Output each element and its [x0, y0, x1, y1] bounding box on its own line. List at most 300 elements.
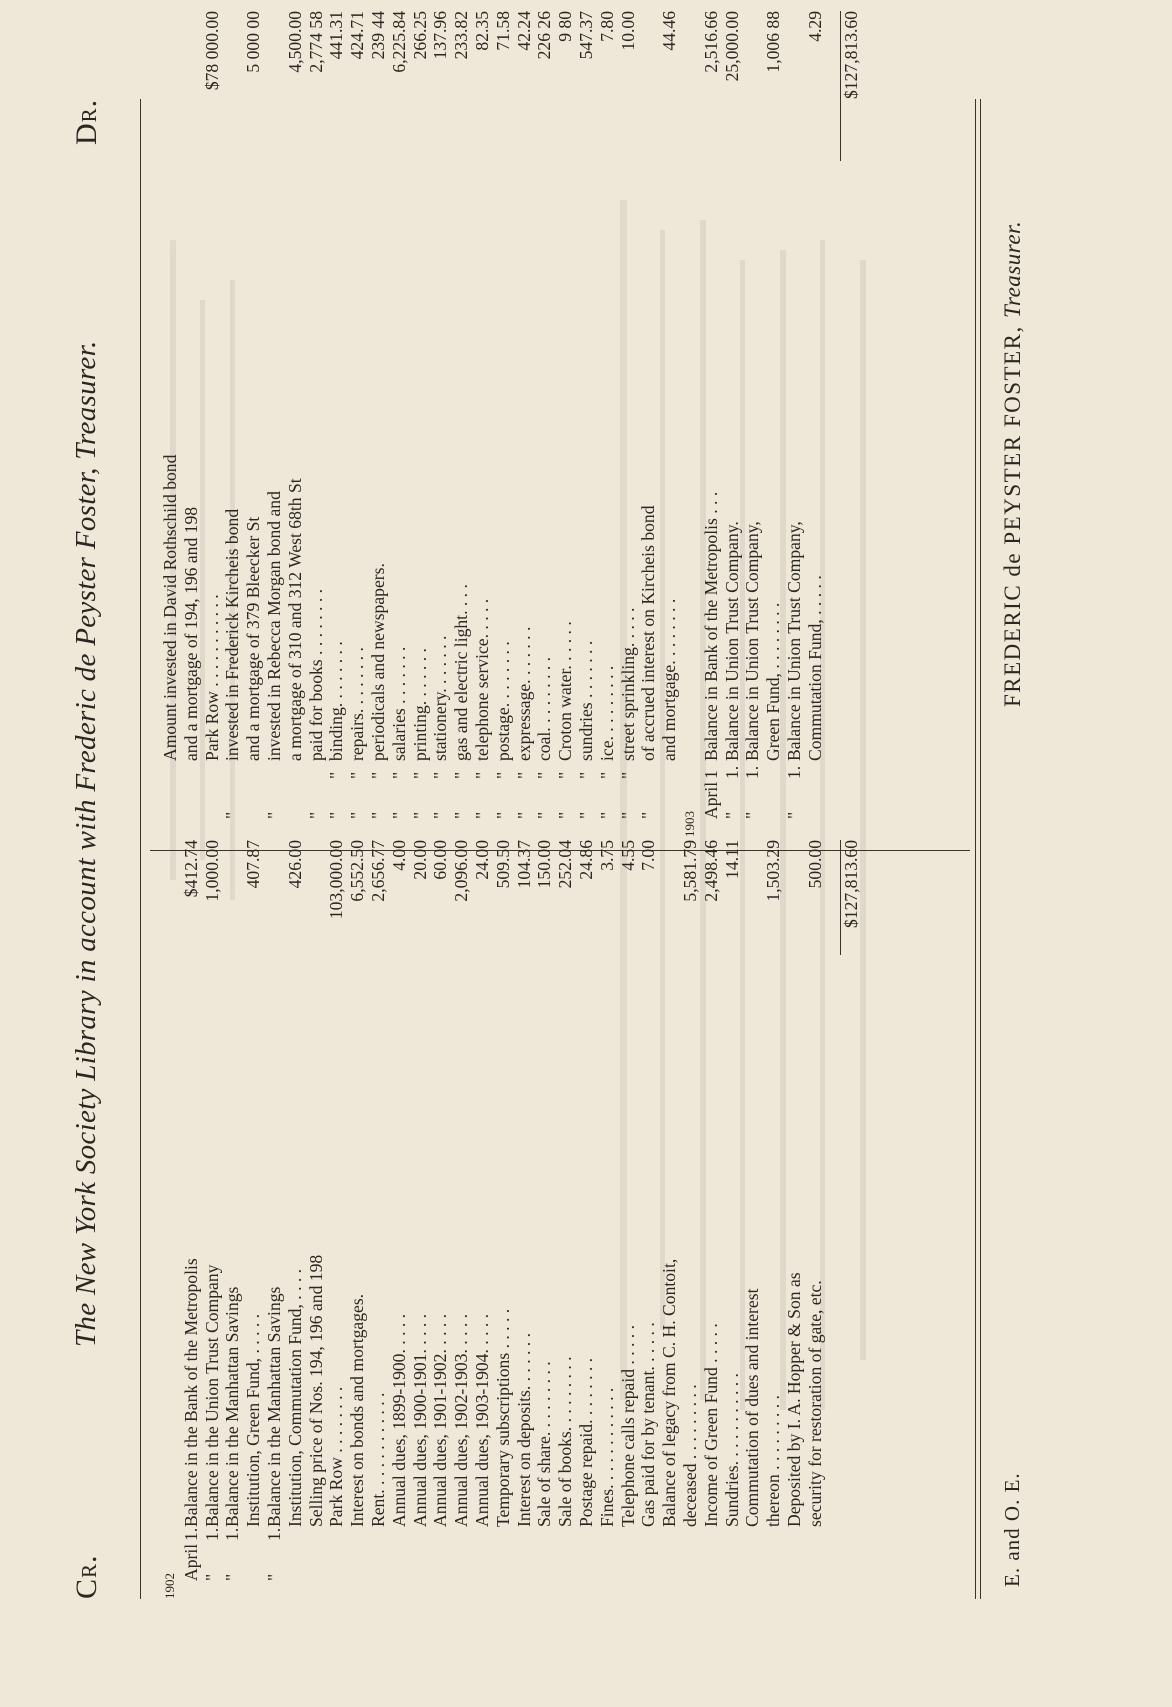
debit-entry-row — [202, 11, 223, 837]
entry-month — [784, 1541, 805, 1581]
entry-month — [680, 779, 701, 819]
credit-entry-row — [618, 840, 639, 1599]
credit-total: $127,813.60 — [840, 840, 861, 955]
treasurer-signature — [1000, 221, 1026, 707]
entry-description: Balance in the Bank of the Metropolis — [180, 1258, 201, 1527]
debit-entry-row — [701, 11, 722, 837]
entry-year — [326, 1581, 347, 1599]
entry-month — [326, 1541, 347, 1581]
entry-description: Annual dues, 1902-1903. . . . . — [451, 1313, 472, 1527]
entry-description: Rent. . . . . . . . . . . . — [367, 1392, 388, 1527]
entry-day — [472, 1527, 493, 1541]
entry-day: " — [492, 771, 513, 779]
entry-day — [555, 1527, 576, 1541]
entry-month: " — [638, 811, 659, 819]
entry-day — [680, 1527, 701, 1541]
entry-month — [347, 1541, 368, 1581]
entry-month — [389, 1541, 410, 1581]
entry-year — [181, 1581, 202, 1599]
entry-description: invested in Frederick Kircheis bond — [222, 508, 243, 761]
entry-description: coal. . . . . . . . . — [534, 656, 555, 761]
entry-amount: 407.87 — [243, 840, 264, 889]
entry-day — [326, 1527, 347, 1541]
entry-description: Balance in the Union Trust Company — [201, 1264, 222, 1527]
debit-entry-row — [555, 11, 576, 837]
entry-description: Institution, Commutation Fund, . . . . — [284, 1268, 305, 1527]
debit-entry-row — [534, 11, 555, 837]
entry-month: " — [388, 811, 409, 819]
entry-description: salaries . . . . . . . — [388, 646, 409, 761]
entry-day — [493, 1527, 514, 1541]
entry-amount — [638, 11, 659, 161]
entry-year — [306, 819, 327, 837]
entry-amount: 7.80 — [596, 11, 617, 42]
entry-description: Telephone calls repaid . . . . . — [617, 1324, 638, 1527]
entry-day — [638, 1527, 659, 1541]
debit-entry-row — [347, 11, 368, 837]
entry-month: " — [347, 811, 368, 819]
entry-year — [389, 1581, 410, 1599]
entry-amount: 7.00 — [638, 840, 659, 871]
entry-month: " — [451, 811, 472, 819]
entry-year — [701, 819, 722, 837]
entry-month — [763, 779, 784, 819]
entry-year — [326, 819, 347, 837]
entry-month — [576, 1541, 597, 1581]
entry-day — [410, 1527, 431, 1541]
entry-amount: 150.00 — [534, 840, 555, 889]
entry-month — [618, 1541, 639, 1581]
debit-entry-row — [430, 11, 451, 837]
entry-month — [638, 1541, 659, 1581]
debit-entry-row — [763, 11, 784, 837]
entry-description: Balance of legacy from C. H. Contoit, — [659, 1258, 680, 1527]
entry-year — [181, 819, 202, 837]
entry-month: " — [783, 811, 804, 819]
entry-month — [306, 1541, 327, 1581]
debit-entry-row — [784, 11, 805, 837]
debit-entry-row — [264, 11, 285, 837]
entry-description: Annual dues, 1899-1900. . . . . — [388, 1313, 409, 1527]
entry-amount — [222, 840, 243, 955]
entry-amount: 82.35 — [471, 11, 492, 51]
entry-year — [222, 1581, 243, 1599]
entry-amount: 424.71 — [347, 11, 368, 60]
entry-amount: 239 44 — [367, 11, 388, 60]
debit-entry-row — [472, 11, 493, 837]
debit-entry-row — [742, 11, 763, 837]
entry-amount: 1,503.29 — [763, 840, 784, 902]
entry-day — [181, 761, 202, 779]
entry-description: Interest on bonds and mortgages. — [347, 1293, 368, 1527]
entry-year — [597, 819, 618, 837]
entry-description: a mortgage of 310 and 312 West 68th St — [284, 478, 305, 761]
entry-month: " — [430, 811, 451, 819]
entry-day — [805, 1527, 826, 1541]
credit-entry-row — [680, 840, 701, 1599]
entry-month: " — [305, 811, 326, 819]
entry-year — [451, 1581, 472, 1599]
debit-entry-row — [326, 11, 347, 837]
entry-month: " — [721, 811, 742, 819]
debit-column — [160, 11, 860, 837]
entry-year — [555, 1581, 576, 1599]
entry-description: Balance in Union Trust Company, — [742, 521, 763, 761]
entry-month: " — [326, 811, 347, 819]
entry-amount: 266.25 — [409, 11, 430, 60]
entry-amount: 233.82 — [451, 11, 472, 60]
entry-day — [763, 761, 784, 779]
entry-day: " — [347, 771, 368, 779]
entry-amount — [264, 11, 285, 161]
account-title: The New York Society Library in account with Frederic de Peyster Foster, Treasurer. — [70, 340, 102, 1347]
debit-total: $127,813.60 — [840, 11, 861, 161]
entry-amount: 2,774 58 — [305, 11, 326, 73]
entry-day: " — [471, 771, 492, 779]
entry-year — [410, 819, 431, 837]
debit-entry-row — [514, 11, 535, 837]
debit-entry-row — [638, 11, 659, 837]
entry-year — [202, 819, 223, 837]
entry-amount: 441.31 — [326, 11, 347, 60]
entry-amount: $412.74 — [180, 840, 201, 898]
entry-month: " — [492, 811, 513, 819]
entry-year — [347, 1581, 368, 1599]
entry-description: Croton water. . . . . . — [555, 621, 576, 761]
entry-description: Interest on deposits. . . . . . . — [513, 1333, 534, 1527]
entry-year — [202, 1581, 223, 1599]
entry-month — [202, 779, 223, 819]
entry-amount: 4,500.00 — [284, 11, 305, 73]
entry-amount: 2,096.00 — [451, 840, 472, 902]
entry-year — [763, 819, 784, 837]
entry-day — [222, 761, 243, 779]
debit-entry-row — [722, 11, 743, 837]
entry-day — [638, 761, 659, 779]
entry-amount — [181, 11, 202, 161]
entry-amount: 500.00 — [804, 840, 825, 889]
entry-description: ice. . . . . . . . . — [596, 665, 617, 761]
entry-day: 1. — [201, 1527, 222, 1541]
debit-entry-row — [597, 11, 618, 837]
entry-year — [264, 819, 285, 837]
entry-day — [368, 1527, 389, 1541]
entry-day: 1. — [721, 765, 742, 779]
entry-amount: 6,225.84 — [388, 11, 409, 73]
entry-year — [389, 819, 410, 837]
entry-month: " — [263, 1573, 284, 1581]
entry-amount: 44.46 — [659, 11, 680, 51]
entry-description: Green Fund, . . . . . . . . — [763, 602, 784, 761]
entry-amount — [222, 11, 243, 161]
credit-entry-row — [202, 840, 223, 1599]
entry-day — [264, 761, 285, 779]
entry-description: invested in Rebecca Morgan bond and — [263, 491, 284, 761]
entry-day: " — [451, 771, 472, 779]
bottom-rule-2 — [980, 99, 981, 1599]
credit-heading: Cr. — [70, 1554, 103, 1599]
entry-day — [701, 1527, 722, 1541]
entry-description: sundries . . . . . . . — [575, 640, 596, 761]
entry-amount: 4.55 — [617, 840, 638, 871]
entry-day — [306, 1527, 327, 1541]
credit-entry-row — [722, 840, 743, 1599]
entry-amount: 42.24 — [513, 11, 534, 51]
entry-day — [285, 761, 306, 779]
entry-description: Park Row . . . . . . . . — [326, 1386, 347, 1527]
entry-year — [410, 1581, 431, 1599]
entry-description: thereon . . . . . . . . . — [763, 1395, 784, 1527]
debit-entry-row — [243, 11, 264, 837]
entry-month: April — [700, 781, 721, 819]
credit-entries — [160, 840, 826, 1599]
entry-month — [805, 779, 826, 819]
entry-description: stationery. . . . . . . — [430, 635, 451, 761]
entry-description: Gas paid for by tenant. . . . . . — [638, 1322, 659, 1527]
entry-day — [243, 1527, 264, 1541]
entry-year — [576, 819, 597, 837]
entry-year — [472, 819, 493, 837]
entry-day: " — [617, 771, 638, 779]
entry-month — [659, 779, 680, 819]
entry-day — [680, 761, 701, 779]
entry-year — [805, 1581, 826, 1599]
entry-day — [243, 761, 264, 779]
entry-day: " — [367, 771, 388, 779]
entry-year — [597, 1581, 618, 1599]
credit-entry-row — [451, 840, 472, 1599]
entry-month — [659, 1541, 680, 1581]
entry-month — [472, 1541, 493, 1581]
credit-entry-row — [555, 840, 576, 1599]
entry-day — [160, 1527, 181, 1541]
entry-month — [514, 1541, 535, 1581]
credit-entry-row — [514, 840, 535, 1599]
entry-day — [659, 1527, 680, 1541]
entry-month — [597, 1541, 618, 1581]
entry-description — [160, 955, 181, 1527]
credit-entry-row — [659, 840, 680, 1599]
entry-amount: 426.00 — [284, 840, 305, 889]
entry-day: 1. — [263, 1527, 284, 1541]
entry-year — [285, 819, 306, 837]
entry-amount: 2,656.77 — [367, 840, 388, 902]
entry-year — [285, 1581, 306, 1599]
entry-year — [264, 1581, 285, 1599]
entry-amount — [680, 11, 701, 161]
entry-description: Commutation of dues and interest — [742, 1288, 763, 1527]
entry-description: periodicals and newspapers. — [367, 563, 388, 761]
entry-day — [202, 761, 223, 779]
entry-description: street sprinkling. . . . . — [617, 607, 638, 761]
entry-year — [493, 1581, 514, 1599]
entry-year — [493, 819, 514, 837]
entry-description: Institution, Green Fund, . . . . . — [243, 1313, 264, 1527]
entry-month: April — [180, 1543, 201, 1581]
credit-entry-row — [701, 840, 722, 1599]
entry-description: telephone service. . . . . — [471, 598, 492, 761]
debit-entry-row — [493, 11, 514, 837]
entry-description: binding. . . . . . . . — [326, 641, 347, 761]
entry-amount: 6,552.50 — [347, 840, 368, 902]
entry-description: gas and electric light. . . . — [451, 584, 472, 761]
debit-entry-row — [451, 11, 472, 837]
entry-amount: 1,000.00 — [201, 840, 222, 902]
entry-month — [430, 1541, 451, 1581]
entry-day — [659, 761, 680, 779]
entry-month — [722, 1541, 743, 1581]
entry-day — [576, 1527, 597, 1541]
entry-amount: 5 000 00 — [243, 11, 264, 73]
entry-year — [243, 819, 264, 837]
entry-month: " — [555, 811, 576, 819]
entry-year — [638, 1581, 659, 1599]
entry-year — [722, 1581, 743, 1599]
entry-year — [680, 1581, 701, 1599]
entry-day — [805, 761, 826, 779]
entry-description: repairs. . . . . . . . — [347, 647, 368, 761]
entry-description: of accrued interest on Kircheis bond — [638, 505, 659, 761]
entry-description: Income of Green Fund . . . . . — [700, 1323, 721, 1527]
entry-day — [722, 1527, 743, 1541]
entry-month: " — [471, 811, 492, 819]
entry-year — [347, 819, 368, 837]
credit-entry-row — [160, 840, 181, 1599]
entry-year — [784, 1581, 805, 1599]
entry-description: Deposited by I. A. Hopper & Son as — [783, 1272, 804, 1527]
entry-amount: 547.37 — [575, 11, 596, 60]
entry-day: " — [555, 771, 576, 779]
entry-amount: 5,581.79 — [679, 840, 700, 902]
entry-year — [576, 1581, 597, 1599]
entry-description: paid for books . . . . . . . . — [305, 588, 326, 761]
entry-amount: 2,516.66 — [700, 11, 721, 73]
entry-day — [784, 1527, 805, 1541]
entry-year — [742, 1581, 763, 1599]
treasurer-title: Treasurer. — [1000, 220, 1025, 319]
entry-description: Balance in the Manhattan Savings — [263, 1286, 284, 1527]
entry-description: Sundries. . . . . . . . . . . — [721, 1373, 742, 1527]
credit-entry-row — [784, 840, 805, 1599]
errors-omissions-note: E. and O. E. — [1000, 1472, 1024, 1587]
entry-description: postage. . . . . . . . — [492, 641, 513, 761]
entry-month: " — [409, 811, 430, 819]
debit-entry-row — [410, 11, 431, 837]
debit-entry-row — [285, 11, 306, 837]
entry-amount: 20.00 — [409, 840, 430, 880]
entry-day — [430, 1527, 451, 1541]
entry-month — [243, 779, 264, 819]
entry-year — [618, 819, 639, 837]
entry-year — [514, 819, 535, 837]
entry-year — [701, 1581, 722, 1599]
debit-heading: Dr. — [70, 98, 103, 145]
entry-description: Annual dues, 1901-1902. . . . . — [430, 1313, 451, 1527]
credit-entry-row — [742, 840, 763, 1599]
entry-month: " — [617, 811, 638, 819]
credit-entry-row — [285, 840, 306, 1599]
debit-entry-row — [181, 11, 202, 837]
entry-year — [472, 1581, 493, 1599]
entry-month — [763, 1541, 784, 1581]
entry-month: " — [742, 811, 763, 819]
entry-amount: 24.86 — [575, 840, 596, 880]
credit-entry-row — [326, 840, 347, 1599]
entry-amount — [160, 840, 181, 955]
entry-day: " — [575, 771, 596, 779]
entry-description: Balance in Union Trust Company. — [721, 521, 742, 761]
entry-year — [638, 819, 659, 837]
entry-month — [805, 1541, 826, 1581]
entry-amount: 137.96 — [430, 11, 451, 60]
entry-year — [555, 819, 576, 837]
entry-amount: 104.37 — [513, 840, 534, 889]
entry-amount: 509.50 — [492, 840, 513, 889]
debit-entry-row — [389, 11, 410, 837]
credit-entry-row — [389, 840, 410, 1599]
entry-description: expressage. . . . . . . — [513, 626, 534, 761]
entry-description: Annual dues, 1900-1901. . . . . — [409, 1313, 430, 1527]
entry-amount: 2,498.46 — [700, 840, 721, 902]
entry-description: Fines. . . . . . . . . . . . — [596, 1387, 617, 1527]
entry-amount — [264, 840, 285, 955]
entry-day: " — [513, 771, 534, 779]
debit-entry-row — [659, 11, 680, 837]
entry-year — [243, 1581, 264, 1599]
entry-description: and mortgage. . . . . . . . — [659, 598, 680, 761]
credit-entry-row — [264, 840, 285, 1599]
entry-day — [451, 1527, 472, 1541]
entry-month — [368, 1541, 389, 1581]
entry-year — [763, 1581, 784, 1599]
entry-description — [680, 161, 701, 761]
entry-amount — [659, 840, 680, 955]
entry-month — [243, 1541, 264, 1581]
credit-entry-row — [181, 840, 202, 1599]
entry-amount: 4.29 — [804, 11, 825, 42]
debit-entry-row — [805, 11, 826, 837]
entry-amount: 14.11 — [721, 840, 742, 879]
entry-amount: 60.00 — [430, 840, 451, 880]
entry-day: " — [596, 771, 617, 779]
entry-month — [742, 1541, 763, 1581]
entry-day: " — [409, 771, 430, 779]
entry-amount: 1,006 88 — [763, 11, 784, 73]
entry-amount — [160, 11, 181, 161]
entry-year: 1902 — [162, 1573, 177, 1599]
entry-month: " — [222, 1573, 243, 1581]
entry-month: " — [596, 811, 617, 819]
entry-month — [451, 1541, 472, 1581]
debit-entry-row — [222, 11, 243, 837]
entry-day — [306, 761, 327, 779]
credit-entry-row — [493, 840, 514, 1599]
entry-day — [514, 1527, 535, 1541]
credit-entry-row — [410, 840, 431, 1599]
entry-amount — [784, 840, 805, 955]
entry-month — [160, 1541, 181, 1581]
credit-entry-row — [430, 840, 451, 1599]
entry-amount — [742, 11, 763, 161]
entry-month: " — [367, 811, 388, 819]
entry-description: Commutation Fund, . . . . . — [804, 575, 825, 761]
entry-day — [763, 1527, 784, 1541]
top-rule — [140, 99, 141, 1599]
entry-year — [618, 1581, 639, 1599]
entry-day: 1 — [700, 770, 721, 779]
entry-day — [285, 1527, 306, 1541]
entry-month — [410, 1541, 431, 1581]
